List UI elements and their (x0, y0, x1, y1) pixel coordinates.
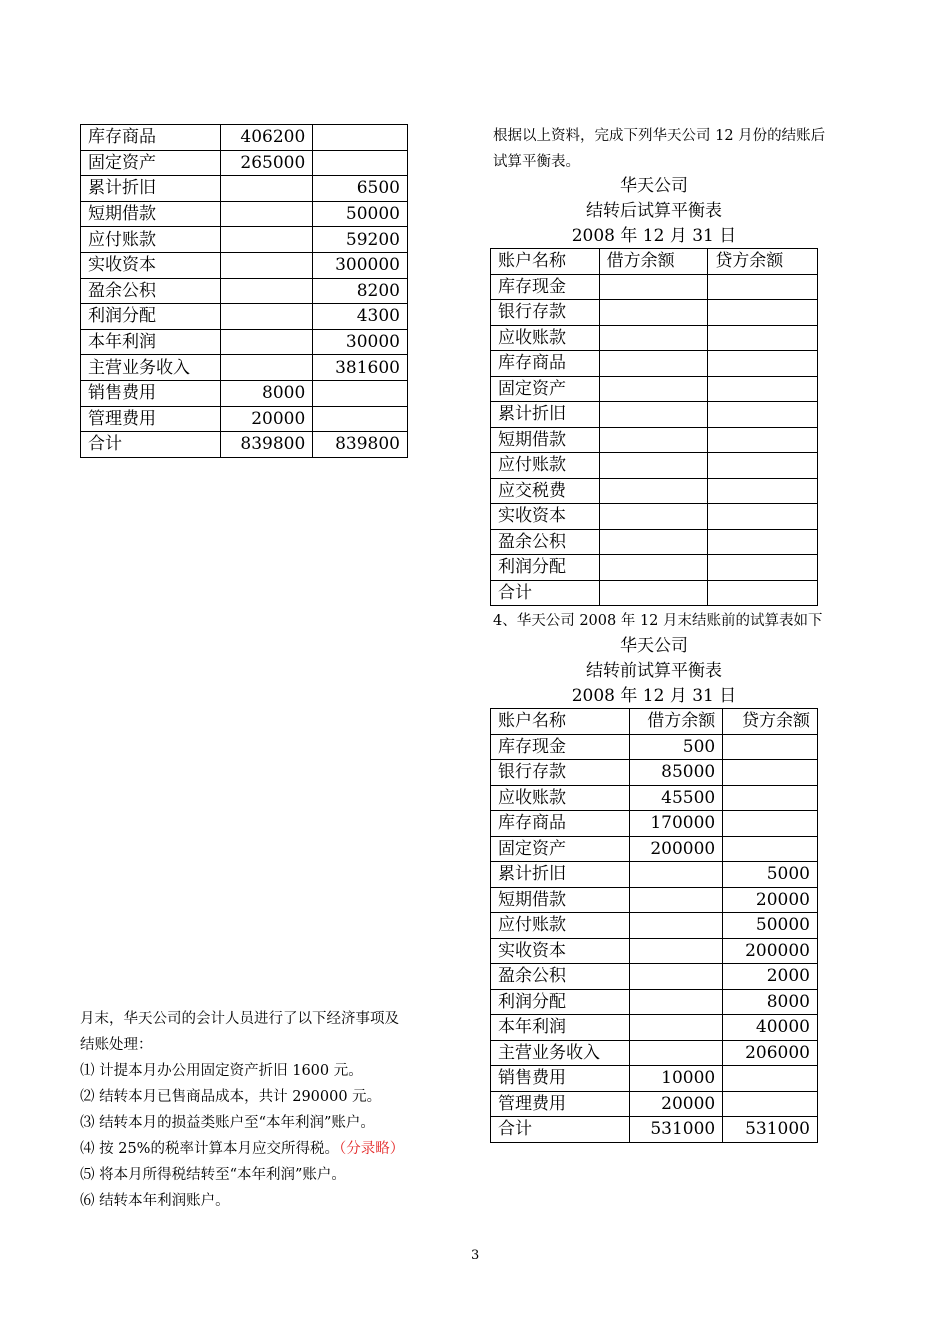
table-row (491, 913, 818, 939)
page-number: 3 (471, 1248, 480, 1263)
debit-cell: 45500 (630, 785, 723, 811)
account-name-cell: 短期借款 (491, 427, 600, 453)
account-name-cell: 利润分配 (491, 555, 600, 581)
debit-cell (630, 938, 723, 964)
account-name-cell: 库存商品 (491, 351, 600, 377)
credit-cell: 200000 (723, 938, 818, 964)
account-name-cell: 应付账款 (491, 913, 630, 939)
task-item: ⑴ 计提本月办公用固定资产折旧 1600 元。 (80, 1063, 363, 1079)
table-row (491, 453, 818, 479)
table-row (491, 1091, 818, 1117)
column-header: 借方余额 (630, 709, 723, 735)
table-title: 结转前试算平衡表 (586, 661, 722, 681)
omitted-entry-note: （分录略） (338, 1141, 405, 1157)
intro-line: 月末，华天公司的会计人员进行了以下经济事项及 (80, 1011, 399, 1027)
credit-cell (313, 150, 408, 176)
table-row (81, 176, 408, 202)
account-name-cell: 库存现金 (491, 734, 630, 760)
debit-input-cell (599, 453, 708, 479)
debit-cell (220, 252, 313, 278)
column-header: 借方余额 (599, 249, 708, 275)
company-name: 华天公司 (620, 636, 688, 656)
debit-cell (220, 201, 313, 227)
task-item (80, 1136, 480, 1162)
account-name-cell: 合计 (491, 580, 600, 606)
credit-cell (723, 811, 818, 837)
credit-input-cell (708, 580, 818, 606)
task-item: ⑵ 结转本月已售商品成本，共计 290000 元。 (80, 1089, 382, 1105)
credit-input-cell (708, 325, 818, 351)
debit-cell (630, 862, 723, 888)
table-row (491, 811, 818, 837)
credit-input-cell (708, 300, 818, 326)
credit-input-cell (708, 274, 818, 300)
table-row (491, 580, 818, 606)
credit-cell: 50000 (313, 201, 408, 227)
debit-cell: 839800 (220, 432, 313, 458)
debit-input-cell (599, 504, 708, 530)
debit-cell (220, 329, 313, 355)
debit-cell (630, 887, 723, 913)
credit-cell: 839800 (313, 432, 408, 458)
table-row (491, 887, 818, 913)
table-row (491, 478, 818, 504)
table-row (81, 406, 408, 432)
table-date: 2008 年 12 月 31 日 (571, 226, 737, 246)
account-name-cell: 固定资产 (491, 376, 600, 402)
debit-input-cell (599, 376, 708, 402)
account-name-cell: 本年利润 (81, 329, 221, 355)
credit-cell: 381600 (313, 355, 408, 381)
credit-input-cell (708, 478, 818, 504)
table-row (491, 938, 818, 964)
table-row (491, 427, 818, 453)
table-row (81, 150, 408, 176)
credit-cell: 50000 (723, 913, 818, 939)
debit-cell (220, 278, 313, 304)
debit-cell (220, 304, 313, 330)
account-name-cell: 累计折旧 (491, 862, 630, 888)
credit-input-cell (708, 427, 818, 453)
account-name-cell: 累计折旧 (491, 402, 600, 428)
credit-cell (723, 836, 818, 862)
table-row (491, 760, 818, 786)
table-row (491, 402, 818, 428)
debit-input-cell (599, 580, 708, 606)
debit-cell: 500 (630, 734, 723, 760)
debit-cell: 265000 (220, 150, 313, 176)
debit-cell: 10000 (630, 1066, 723, 1092)
credit-input-cell (708, 402, 818, 428)
table-row (81, 329, 408, 355)
column-header: 账户名称 (491, 709, 630, 735)
debit-cell: 8000 (220, 380, 313, 406)
account-name-cell: 应收账款 (491, 785, 630, 811)
table-row (81, 227, 408, 253)
left-trial-balance-table (80, 124, 408, 458)
account-name-cell: 销售费用 (81, 380, 221, 406)
table-header-row (491, 249, 818, 275)
account-name-cell: 短期借款 (81, 201, 221, 227)
account-name-cell: 固定资产 (81, 150, 221, 176)
debit-input-cell (599, 300, 708, 326)
credit-cell: 20000 (723, 887, 818, 913)
table-row (81, 278, 408, 304)
account-name-cell: 利润分配 (81, 304, 221, 330)
intro-line: 结账处理： (80, 1037, 153, 1053)
credit-input-cell (708, 504, 818, 530)
credit-cell: 5000 (723, 862, 818, 888)
debit-cell: 200000 (630, 836, 723, 862)
table-row (491, 734, 818, 760)
credit-cell (313, 406, 408, 432)
debit-cell: 170000 (630, 811, 723, 837)
account-name-cell: 销售费用 (491, 1066, 630, 1092)
table-row (491, 989, 818, 1015)
table-row (81, 304, 408, 330)
credit-input-cell (708, 351, 818, 377)
debit-input-cell (599, 274, 708, 300)
credit-cell (313, 125, 408, 151)
debit-input-cell (599, 555, 708, 581)
table-title: 结转后试算平衡表 (586, 201, 722, 221)
account-name-cell: 实收资本 (491, 504, 600, 530)
table-row (491, 785, 818, 811)
table-row (491, 555, 818, 581)
debit-cell (220, 176, 313, 202)
task-item: ⑶ 结转本月的损益类账户至“本年利润”账户。 (80, 1115, 375, 1131)
credit-cell: 206000 (723, 1040, 818, 1066)
credit-input-cell (708, 529, 818, 555)
table-row (491, 300, 818, 326)
before-closing-trial-balance-table (490, 708, 818, 1143)
account-name-cell: 管理费用 (491, 1091, 630, 1117)
account-name-cell: 短期借款 (491, 887, 630, 913)
debit-cell: 406200 (220, 125, 313, 151)
credit-cell (723, 734, 818, 760)
credit-cell: 8000 (723, 989, 818, 1015)
table-row (491, 504, 818, 530)
credit-cell: 30000 (313, 329, 408, 355)
credit-cell (723, 785, 818, 811)
credit-cell (723, 1091, 818, 1117)
after-closing-heading (490, 174, 818, 249)
debit-input-cell (599, 478, 708, 504)
credit-cell: 40000 (723, 1015, 818, 1041)
account-name-cell: 应收账款 (491, 325, 600, 351)
table-row (491, 964, 818, 990)
debit-cell (220, 355, 313, 381)
credit-cell: 300000 (313, 252, 408, 278)
account-name-cell: 累计折旧 (81, 176, 221, 202)
account-name-cell: 实收资本 (81, 252, 221, 278)
table-row (491, 1040, 818, 1066)
table-row (491, 274, 818, 300)
table-row (491, 325, 818, 351)
credit-cell (723, 760, 818, 786)
account-name-cell: 库存商品 (81, 125, 221, 151)
debit-cell (220, 227, 313, 253)
credit-input-cell (708, 376, 818, 402)
debit-cell (630, 989, 723, 1015)
company-name: 华天公司 (620, 176, 688, 196)
credit-input-cell (708, 453, 818, 479)
account-name-cell: 实收资本 (491, 938, 630, 964)
table-row (81, 201, 408, 227)
table-row (81, 432, 408, 458)
column-header: 贷方余额 (708, 249, 818, 275)
account-name-cell: 主营业务收入 (491, 1040, 630, 1066)
credit-cell: 8200 (313, 278, 408, 304)
task-item: ⑹ 结转本年利润账户。 (80, 1193, 230, 1209)
table-row (81, 355, 408, 381)
credit-cell: 4300 (313, 304, 408, 330)
table-row (491, 836, 818, 862)
account-name-cell: 利润分配 (491, 989, 630, 1015)
table-row (491, 862, 818, 888)
debit-cell (630, 1040, 723, 1066)
section-4-heading: 4、华天公司 2008 年 12 月末结账前的试算表如下 (493, 613, 823, 629)
table-row (81, 252, 408, 278)
account-name-cell: 本年利润 (491, 1015, 630, 1041)
debit-cell: 85000 (630, 760, 723, 786)
account-name-cell: 盈余公积 (491, 964, 630, 990)
credit-cell (723, 1066, 818, 1092)
table-row (491, 376, 818, 402)
before-closing-heading (490, 634, 818, 709)
account-name-cell: 固定资产 (491, 836, 630, 862)
account-name-cell: 盈余公积 (491, 529, 600, 555)
debit-input-cell (599, 427, 708, 453)
table-row (491, 351, 818, 377)
left-text-block (80, 1006, 480, 1214)
credit-cell: 59200 (313, 227, 408, 253)
table-row (491, 1117, 818, 1143)
debit-input-cell (599, 402, 708, 428)
account-name-cell: 银行存款 (491, 760, 630, 786)
debit-input-cell (599, 325, 708, 351)
after-closing-trial-balance-table (490, 248, 818, 606)
credit-cell: 6500 (313, 176, 408, 202)
table-row (81, 125, 408, 151)
account-name-cell: 应付账款 (81, 227, 221, 253)
debit-cell: 20000 (630, 1091, 723, 1117)
credit-cell: 531000 (723, 1117, 818, 1143)
account-name-cell: 主营业务收入 (81, 355, 221, 381)
debit-input-cell (599, 351, 708, 377)
table-row (491, 1015, 818, 1041)
credit-cell (313, 380, 408, 406)
account-name-cell: 库存现金 (491, 274, 600, 300)
account-name-cell: 库存商品 (491, 811, 630, 837)
instruction-line: 试算平衡表。 (493, 154, 580, 170)
account-name-cell: 应交税费 (491, 478, 600, 504)
credit-cell: 2000 (723, 964, 818, 990)
debit-cell (630, 913, 723, 939)
table-row (491, 1066, 818, 1092)
debit-cell: 531000 (630, 1117, 723, 1143)
column-header: 账户名称 (491, 249, 600, 275)
task-item-text: ⑷ 按 25%的税率计算本月应交所得税。 (80, 1141, 339, 1157)
debit-cell (630, 964, 723, 990)
debit-cell: 20000 (220, 406, 313, 432)
debit-input-cell (599, 529, 708, 555)
column-header: 贷方余额 (723, 709, 818, 735)
credit-input-cell (708, 555, 818, 581)
table-row (491, 529, 818, 555)
task-item: ⑸ 将本月所得税结转至“本年利润”账户。 (80, 1167, 346, 1183)
instruction-line: 根据以上资料，完成下列华天公司 12 月份的结账后 (493, 128, 826, 144)
account-name-cell: 合计 (491, 1117, 630, 1143)
account-name-cell: 合计 (81, 432, 221, 458)
table-row (81, 380, 408, 406)
account-name-cell: 盈余公积 (81, 278, 221, 304)
debit-cell (630, 1015, 723, 1041)
instruction-text (493, 123, 893, 175)
table-header-row (491, 709, 818, 735)
account-name-cell: 银行存款 (491, 300, 600, 326)
table-date: 2008 年 12 月 31 日 (571, 686, 737, 706)
account-name-cell: 管理费用 (81, 406, 221, 432)
account-name-cell: 应付账款 (491, 453, 600, 479)
